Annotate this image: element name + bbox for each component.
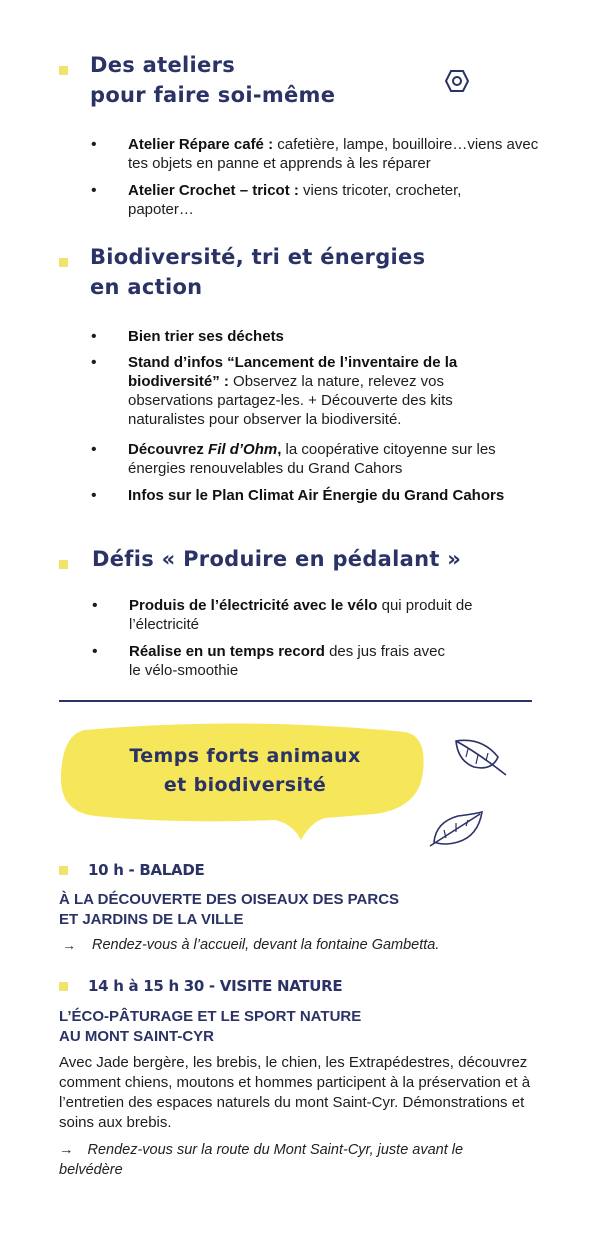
event-note bbox=[59, 1140, 529, 1180]
list-item bbox=[129, 642, 449, 680]
list-item bbox=[128, 440, 540, 478]
item-text: viens tricoter, crocheter, papoter… bbox=[128, 182, 462, 218]
arrow-icon: → bbox=[59, 1142, 74, 1158]
item-text: qui produit de l’électricité bbox=[129, 597, 473, 633]
list-item bbox=[128, 181, 508, 219]
bullet: • bbox=[91, 328, 97, 345]
list-item bbox=[128, 135, 540, 173]
item-bold: Atelier Crochet – tricot : bbox=[128, 182, 299, 199]
bullet: • bbox=[91, 487, 97, 504]
section-title-defis: Défis « Produire en pédalant » bbox=[92, 547, 462, 571]
event-description: Avec Jade bergère, les brebis, le chien, les Extrapédestres, découvrez comment chiens, moutons et hommes participent à la préservation et à l’entretien des espaces naturels du mont Saint-Cyr. Démonstrations et soins aux brebis. bbox=[59, 1054, 531, 1131]
event-title bbox=[59, 890, 399, 930]
item-text: des jus frais avec le vélo-smoothie bbox=[129, 643, 445, 679]
list-item bbox=[128, 353, 500, 429]
divider bbox=[59, 700, 532, 702]
title-line: ET JARDINS DE LA VILLE bbox=[59, 911, 244, 928]
event-heading: 14 h à 15 h 30 - VISITE NATURE bbox=[88, 977, 343, 995]
event-marker bbox=[59, 982, 68, 991]
item-bold: Produis de l’électricité avec le vélo bbox=[129, 597, 378, 614]
item-bold: , bbox=[277, 441, 282, 458]
title-line: en action bbox=[90, 275, 203, 299]
item-bold: Infos sur le Plan Climat Air Énergie du Grand Cahors bbox=[128, 487, 505, 504]
title-line: pour faire soi-même bbox=[90, 83, 336, 107]
leaf-icon bbox=[428, 808, 486, 848]
title-line: À LA DÉCOUVERTE DES OISEAUX DES PARCS bbox=[59, 891, 400, 908]
bullet: • bbox=[91, 354, 97, 371]
item-text: cafetière, lampe, bouilloire…viens avec tes objets en panne et apprends à les réparer bbox=[128, 136, 539, 172]
bubble-title bbox=[60, 742, 430, 800]
bullet: • bbox=[92, 643, 98, 660]
bullet: • bbox=[91, 182, 97, 199]
title-line: AU MONT SAINT-CYR bbox=[59, 1028, 214, 1045]
bubble-line: et biodiversité bbox=[163, 774, 327, 796]
list-item bbox=[128, 486, 540, 505]
list-item bbox=[129, 596, 499, 634]
section-title-biodiversite bbox=[90, 242, 425, 302]
item-bold: Atelier Répare café : bbox=[128, 136, 274, 153]
arrow-icon: → bbox=[62, 937, 76, 953]
item-bold: Stand d’infos “Lancement de l’inventaire de la biodiversité” : bbox=[128, 354, 458, 390]
section-marker bbox=[59, 560, 68, 569]
event-title bbox=[59, 1007, 361, 1047]
bubble-line: Temps forts animaux bbox=[129, 745, 361, 767]
item-bold: Réalise en un temps record bbox=[129, 643, 325, 660]
title-line: L’ÉCO-PÂTURAGE ET LE SPORT NATURE bbox=[59, 1008, 362, 1025]
event-heading: 10 h - BALADE bbox=[88, 861, 205, 879]
event-note: Rendez-vous à l’accueil, devant la fontaine Gambetta. bbox=[92, 937, 440, 953]
bullet: • bbox=[92, 597, 98, 614]
list-item bbox=[128, 327, 540, 346]
event-marker bbox=[59, 866, 68, 875]
item-bold: Bien trier ses déchets bbox=[128, 328, 284, 345]
bullet: • bbox=[91, 136, 97, 153]
title-line: Biodiversité, tri et énergies bbox=[90, 245, 426, 269]
section-marker bbox=[59, 258, 68, 267]
title-line: Des ateliers bbox=[90, 53, 236, 77]
item-text: Observez la nature, relevez vos observations partagez-les. + Découverte des kits naturalistes pour observer la biodiversité. bbox=[128, 373, 453, 428]
nut-icon bbox=[444, 69, 470, 93]
item-bold-italic: Fil d’Ohm bbox=[208, 441, 278, 458]
item-text: la coopérative citoyenne sur les énergies renouvelables du Grand Cahors bbox=[128, 441, 496, 477]
bullet: • bbox=[91, 441, 97, 458]
leaf-icon bbox=[452, 735, 510, 777]
item-bold: Découvrez bbox=[128, 441, 209, 458]
note-text: Rendez-vous sur la route du Mont Saint-Cyr, juste avant le belvédère bbox=[59, 1142, 464, 1178]
section-title-ateliers bbox=[90, 50, 335, 110]
section-marker bbox=[59, 66, 68, 75]
